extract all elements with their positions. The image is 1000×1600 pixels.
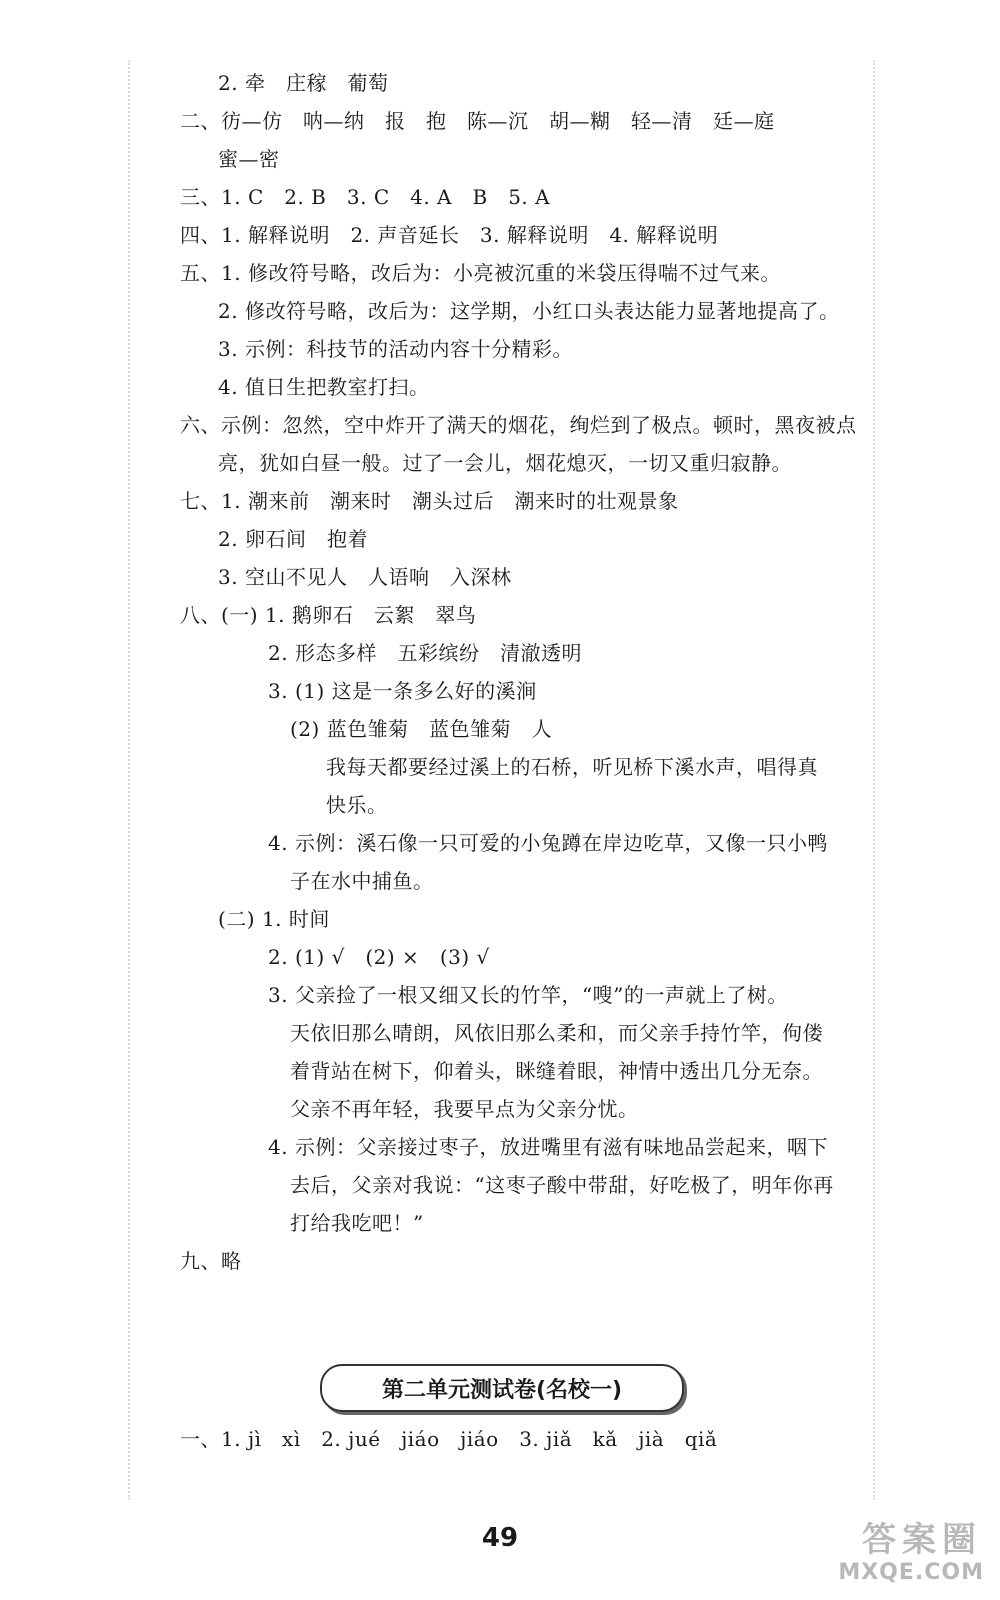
answer-line: 4. 示例：溪石像一只可爱的小兔蹲在岸边吃草，又像一只小鸭 [268,831,828,855]
answer-line: 我每天都要经过溪上的石桥，听见桥下溪水声，唱得真 [326,755,818,779]
answer-line: 打给我吃吧！” [290,1211,424,1235]
unit-test-title: 第二单元测试卷(名校一) [320,1364,684,1412]
answer-line: 子在水中捕鱼。 [290,869,434,893]
answer-line: 4. 值日生把教室打扫。 [218,375,430,399]
watermark-url: MXQE.COM [838,1560,984,1585]
left-margin-rule [128,60,130,1500]
answer-line: 六、示例：忽然，空中炸开了满天的烟花，绚烂到了极点。顿时，黑夜被点 [180,413,857,437]
answer-line: 2. 卵石间 抱着 [218,527,368,551]
answer-line: 2. 牵 庄稼 葡萄 [218,71,389,95]
answer-line: 一、1. jì xì 2. jué jiáo jiáo 3. jiǎ kǎ jià qiǎ [180,1427,718,1451]
answer-line: 八、(一) 1. 鹅卵石 云絮 翠鸟 [180,603,477,627]
answer-line: 蜜—密 [218,147,280,171]
watermark-text: 答案圈 [862,1520,982,1560]
watermark-logo [770,1512,990,1592]
answer-line: 去后，父亲对我说：“这枣子酸中带甜，好吃极了，明年你再 [290,1173,834,1197]
answer-line: (2) 蓝色雏菊 蓝色雏菊 人 [290,717,553,741]
answer-line: 四、1. 解释说明 2. 声音延长 3. 解释说明 4. 解释说明 [180,223,719,247]
answer-line: 3. 空山不见人 人语响 入深林 [218,565,512,589]
answer-line: 2. 形态多样 五彩缤纷 清澈透明 [268,641,582,665]
answer-line: 3. 示例：科技节的活动内容十分精彩。 [218,337,573,361]
answer-line: 三、1. C 2. B 3. C 4. A B 5. A [180,185,551,209]
answer-line: 4. 示例：父亲接过枣子，放进嘴里有滋有味地品尝起来，咽下 [268,1135,828,1159]
answer-line: 五、1. 修改符号略，改后为：小亮被沉重的米袋压得喘不过气来。 [180,261,781,285]
answer-line: (二) 1. 时间 [218,907,330,931]
answer-line: 着背站在树下，仰着头，眯缝着眼，神情中透出几分无奈。 [290,1059,823,1083]
answer-line: 九、略 [180,1249,242,1273]
answer-line: 3. 父亲捡了一根又细又长的竹竿，“嗖”的一声就上了树。 [268,983,788,1007]
right-margin-rule [873,60,875,1500]
answer-line: 二、彷—仿 呐—纳 报 抱 陈—沉 胡—糊 轻—清 廷—庭 [180,109,775,133]
answer-line: 亮，犹如白昼一般。过了一会儿，烟花熄灭，一切又重归寂静。 [218,451,792,475]
answer-line: 2. 修改符号略，改后为：这学期，小红口头表达能力显著地提高了。 [218,299,840,323]
answer-line: 快乐。 [326,793,388,817]
answer-line: 2. (1) √ (2) × (3) √ [268,945,490,969]
answer-line: 七、1. 潮来前 潮来时 潮头过后 潮来时的壮观景象 [180,489,679,513]
answer-line: 父亲不再年轻，我要早点为父亲分忧。 [290,1097,639,1121]
answer-line: 3. (1) 这是一条多么好的溪涧 [268,679,537,703]
page-number: 49 [481,1523,519,1553]
answer-line: 天依旧那么晴朗，风依旧那么柔和，而父亲手持竹竿，佝偻 [290,1021,823,1045]
